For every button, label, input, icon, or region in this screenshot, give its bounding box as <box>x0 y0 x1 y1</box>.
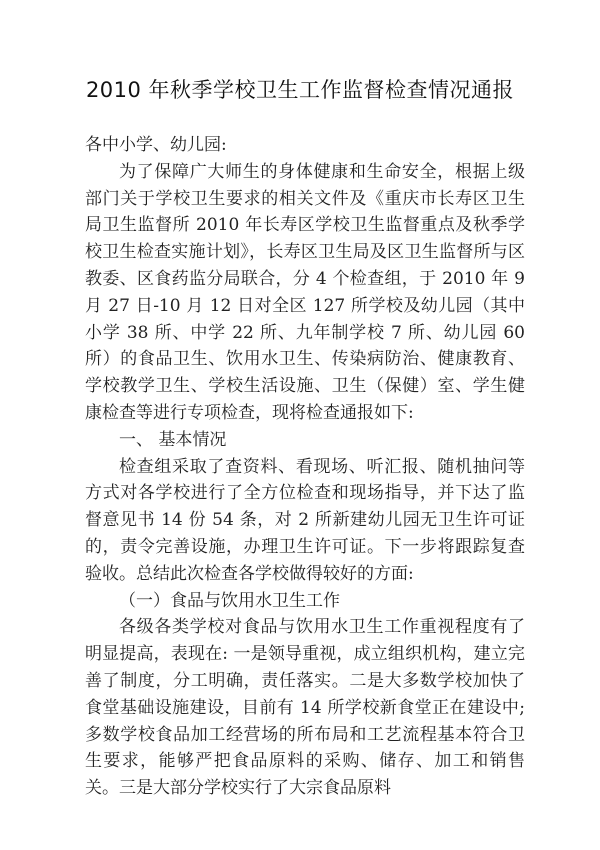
subsection-paragraph-food-water: 各级各类学校对食品与饮用水卫生工作重视程度有了明显提高，表现在: 一是领导重视，成立组织机构，建立完善了制度，分工明确，责任落实。二是大多数学校加快了食堂基础设施建设，目前有 14 所学校新食堂正在建设中; 多数学校食品加工经营场的所布局和工艺流程基本符合卫生要求，能够严把食品原料的采购、储存、加工和销售关。三是大部分学校实行了大宗食品原料 <box>85 617 525 799</box>
section-paragraph-basic-situation: 检查组采取了查资料、看现场、听汇报、随机抽问等方式对各学校进行了全方位检查和现场指导，并下达了监督意见书 14 份 54 条，对 2 所新建幼儿园无卫生许可证的，责令完善设施，办理卫生许可证。下一步将跟踪复查验收。总结此次检查各学校做得较好的方面: <box>85 456 525 584</box>
section-heading-basic-situation: 一、 基本情况 <box>119 429 227 450</box>
subsection-heading-food-water: （一）食品与饮用水卫生工作 <box>119 590 340 611</box>
intro-paragraph: 为了保障广大师生的身体健康和生命安全，根据上级部门关于学校卫生要求的相关文件及《重庆市长寿区卫生局卫生监督所 2010 年长寿区学校卫生监督重点及秋季学校卫生检查实施计划》，长寿区卫生局及区卫生监督所与区教委、区食药监分局联合，分 4 个检查组，于 2010 年 9 月 27 日-10 月 12 日对全区 127 所学校及幼儿园（其中小学 38 所、中学 22 所、九年制学校 7 所、幼儿园 60 所）的食品卫生、饮用水卫生、传染病防治、健康教育、学校教学卫生、学校生活设施、卫生（保健）室、学生健康检查等进行专项检查，现将检查通报如下: <box>85 161 525 423</box>
document-title: 2010 年秋季学校卫生工作监督检查情况通报 <box>85 78 515 102</box>
salutation: 各中小学、幼儿园: <box>85 135 227 155</box>
document-body <box>85 132 525 802</box>
